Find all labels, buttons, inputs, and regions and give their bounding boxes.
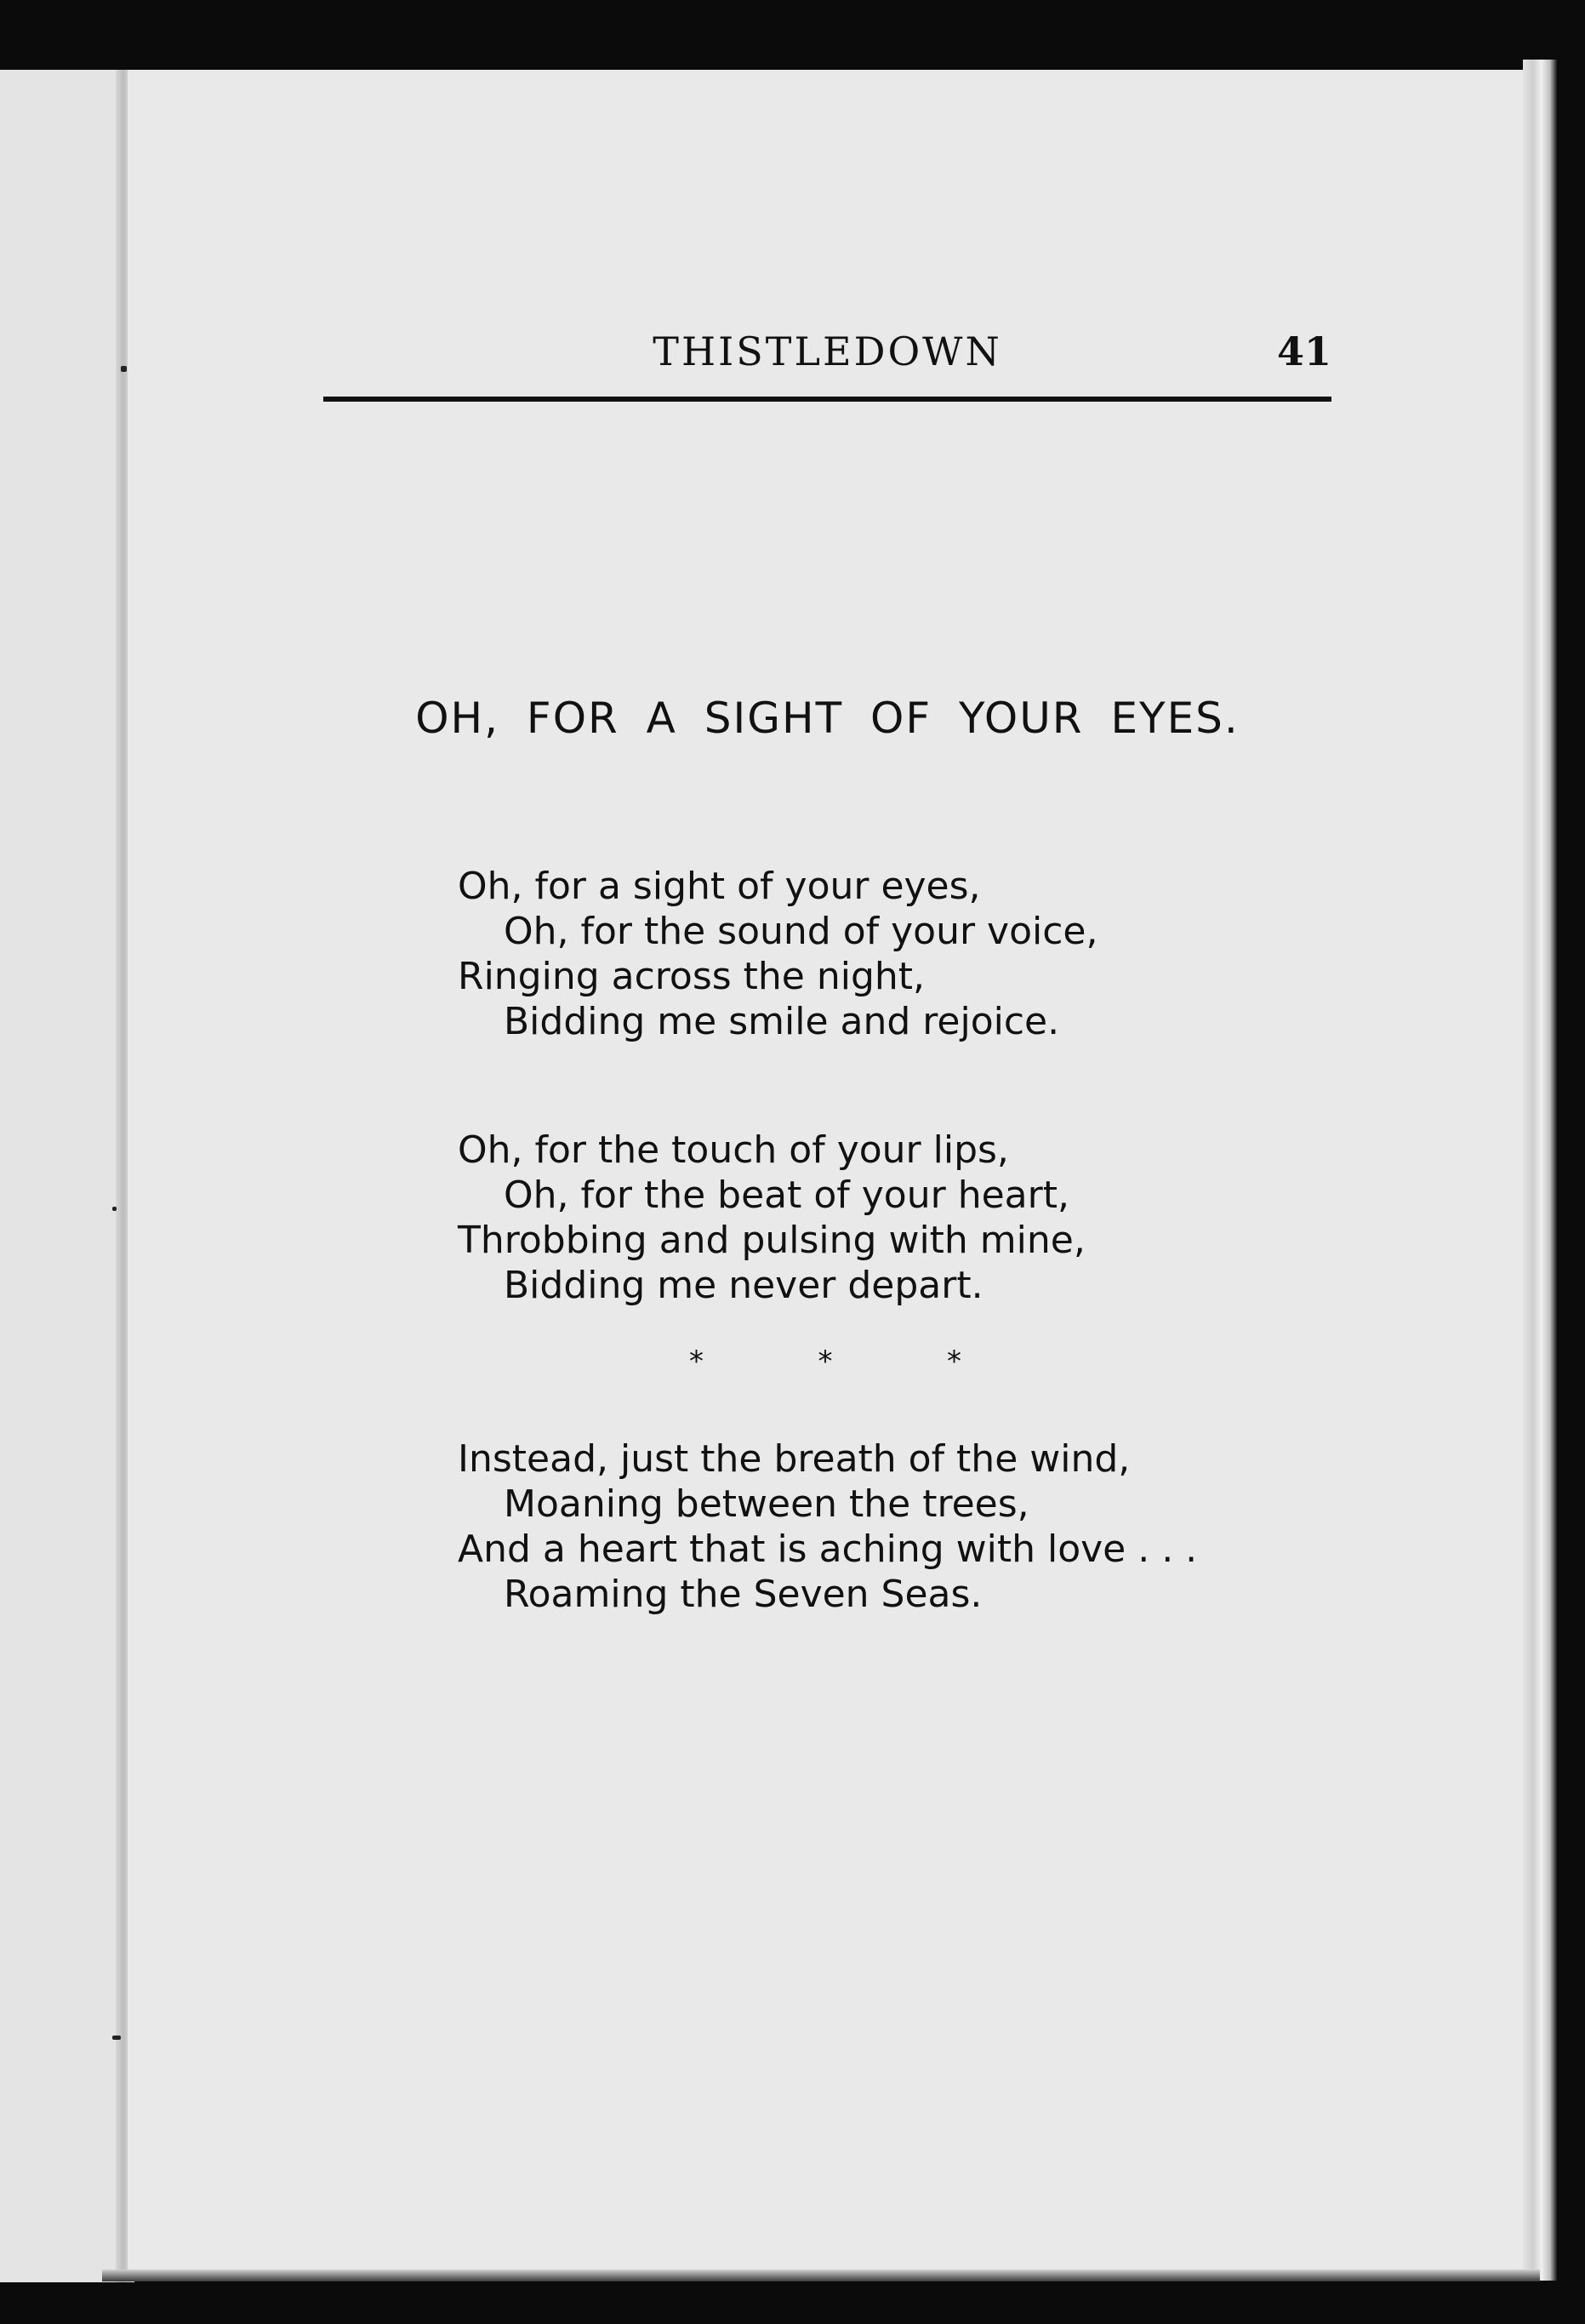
margin-speck — [121, 366, 127, 372]
stanza-1 — [458, 864, 1098, 1044]
poem-line: Oh, for the beat of your heart, — [504, 1173, 1069, 1217]
facing-page-edge — [0, 70, 128, 2282]
poem-line: Oh, for a sight of your eyes, — [458, 865, 981, 908]
stanza-2 — [458, 1128, 1086, 1308]
running-title: THISTLEDOWN — [653, 328, 1002, 374]
poem-line: Instead, just the breath of the wind, — [458, 1437, 1131, 1481]
poem-title: OH, FOR A SIGHT OF YOUR EYES. — [415, 694, 1240, 743]
separator-star: * — [689, 1345, 704, 1379]
poem-line: Roaming the Seven Seas. — [504, 1573, 983, 1616]
margin-speck — [112, 1207, 117, 1211]
page-bottom-edge — [102, 2270, 1540, 2281]
poem-line: Moaning between the trees, — [504, 1482, 1029, 1526]
page-fore-edge — [1523, 60, 1557, 2281]
poem-line: Bidding me never depart. — [504, 1264, 983, 1307]
poem-line: Throbbing and pulsing with mine, — [458, 1219, 1086, 1262]
page-number: 41 — [1276, 328, 1331, 374]
header-rule — [323, 397, 1331, 402]
poem-line: Oh, for the sound of your voice, — [504, 910, 1098, 953]
poem-line: Ringing across the night, — [458, 955, 926, 998]
section-separator — [689, 1336, 961, 1387]
poem-line: Bidding me smile and rejoice. — [504, 1000, 1060, 1043]
separator-star: * — [818, 1345, 833, 1379]
separator-star: * — [947, 1345, 961, 1379]
poem-line: And a heart that is aching with love . . . — [458, 1527, 1198, 1571]
poem-line: Oh, for the touch of your lips, — [458, 1128, 1009, 1172]
stanza-3 — [458, 1436, 1197, 1617]
running-head — [323, 328, 1331, 388]
margin-speck — [112, 2036, 121, 2040]
